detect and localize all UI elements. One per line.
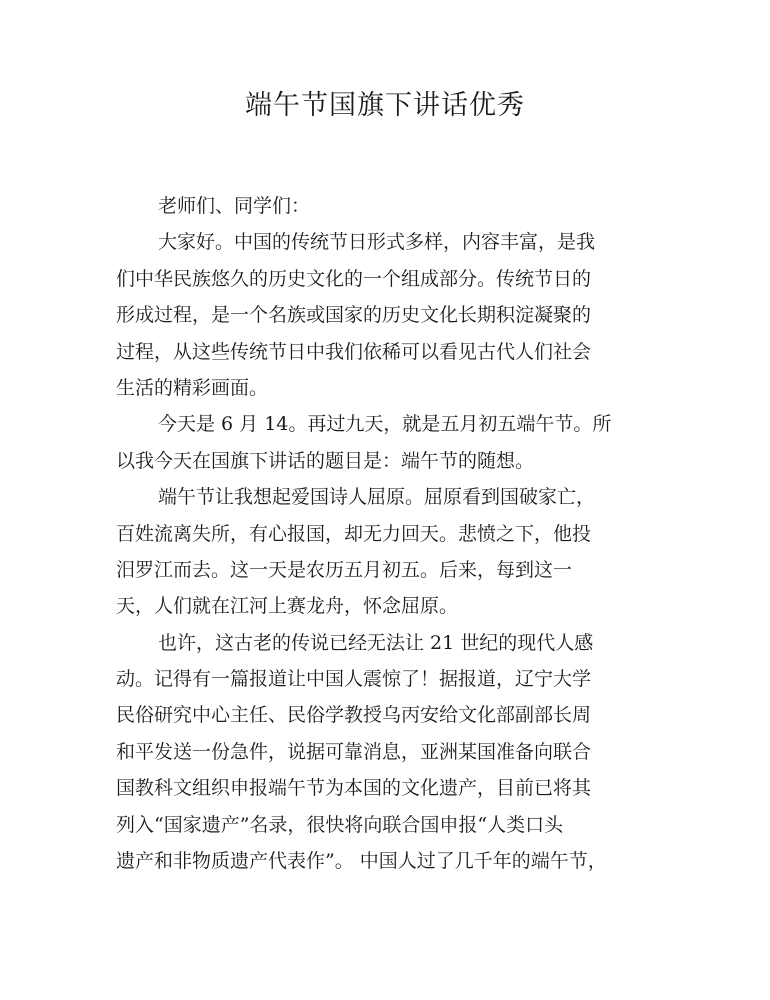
paragraph-line: 端午节让我想起爱国诗人屈原。屈原看到国破家亡， bbox=[158, 486, 596, 509]
paragraph-line: 民俗研究中心主任、民俗学教授乌丙安给文化部副部长周 bbox=[116, 704, 592, 727]
paragraph-line: 列入“国家遗产”名录，很快将向联合国申报“人类口头 bbox=[116, 813, 564, 836]
paragraph-line: 过程，从这些传统节日中我们依稀可以看见古代人们社会 bbox=[116, 340, 592, 363]
paragraph-line: 遗产和非物质遗产代表作”。 中国人过了几千年的端午节， bbox=[116, 850, 607, 873]
paragraph-line: 大家好。中国的传统节日形式多样，内容丰富，是我 bbox=[158, 231, 596, 254]
paragraph-line: 也许，这古老的传说已经无法让 21 世纪的现代人感 bbox=[158, 631, 594, 654]
paragraph-line: 汨罗江而去。这一天是农历五月初五。后来，每到这一 bbox=[116, 558, 573, 581]
paragraph-line: 天，人们就在江河上赛龙舟，怀念屈原。 bbox=[116, 595, 459, 618]
paragraph-line: 和平发送一份急件，说据可靠消息，亚洲某国准备向联合 bbox=[116, 740, 592, 763]
paragraph-line: 国教科文组织申报端午节为本国的文化遗产，目前已将其 bbox=[116, 777, 592, 800]
paragraph-line: 今天是 6 月 14。再过九天，就是五月初五端午节。所 bbox=[158, 413, 612, 436]
paragraph-line: 们中华民族悠久的历史文化的一个组成部分。传统节日的 bbox=[116, 267, 592, 290]
document-title: 端午节国旗下讲话优秀 bbox=[245, 90, 525, 121]
paragraph-line: 百姓流离失所，有心报国，却无力回天。悲愤之下，他投 bbox=[116, 522, 592, 545]
paragraph-line: 形成过程，是一个名族或国家的历史文化长期积淀凝聚的 bbox=[116, 304, 592, 327]
paragraph-line: 动。记得有一篇报道让中国人震惊了！据报道，辽宁大学 bbox=[116, 668, 592, 691]
paragraph-line: 以我今天在国旗下讲话的题目是：端午节的随想。 bbox=[116, 449, 535, 472]
paragraph-line: 生活的精彩画面。 bbox=[116, 376, 269, 399]
document-body bbox=[116, 188, 656, 879]
salutation-line: 老师们、同学们： bbox=[158, 195, 311, 217]
